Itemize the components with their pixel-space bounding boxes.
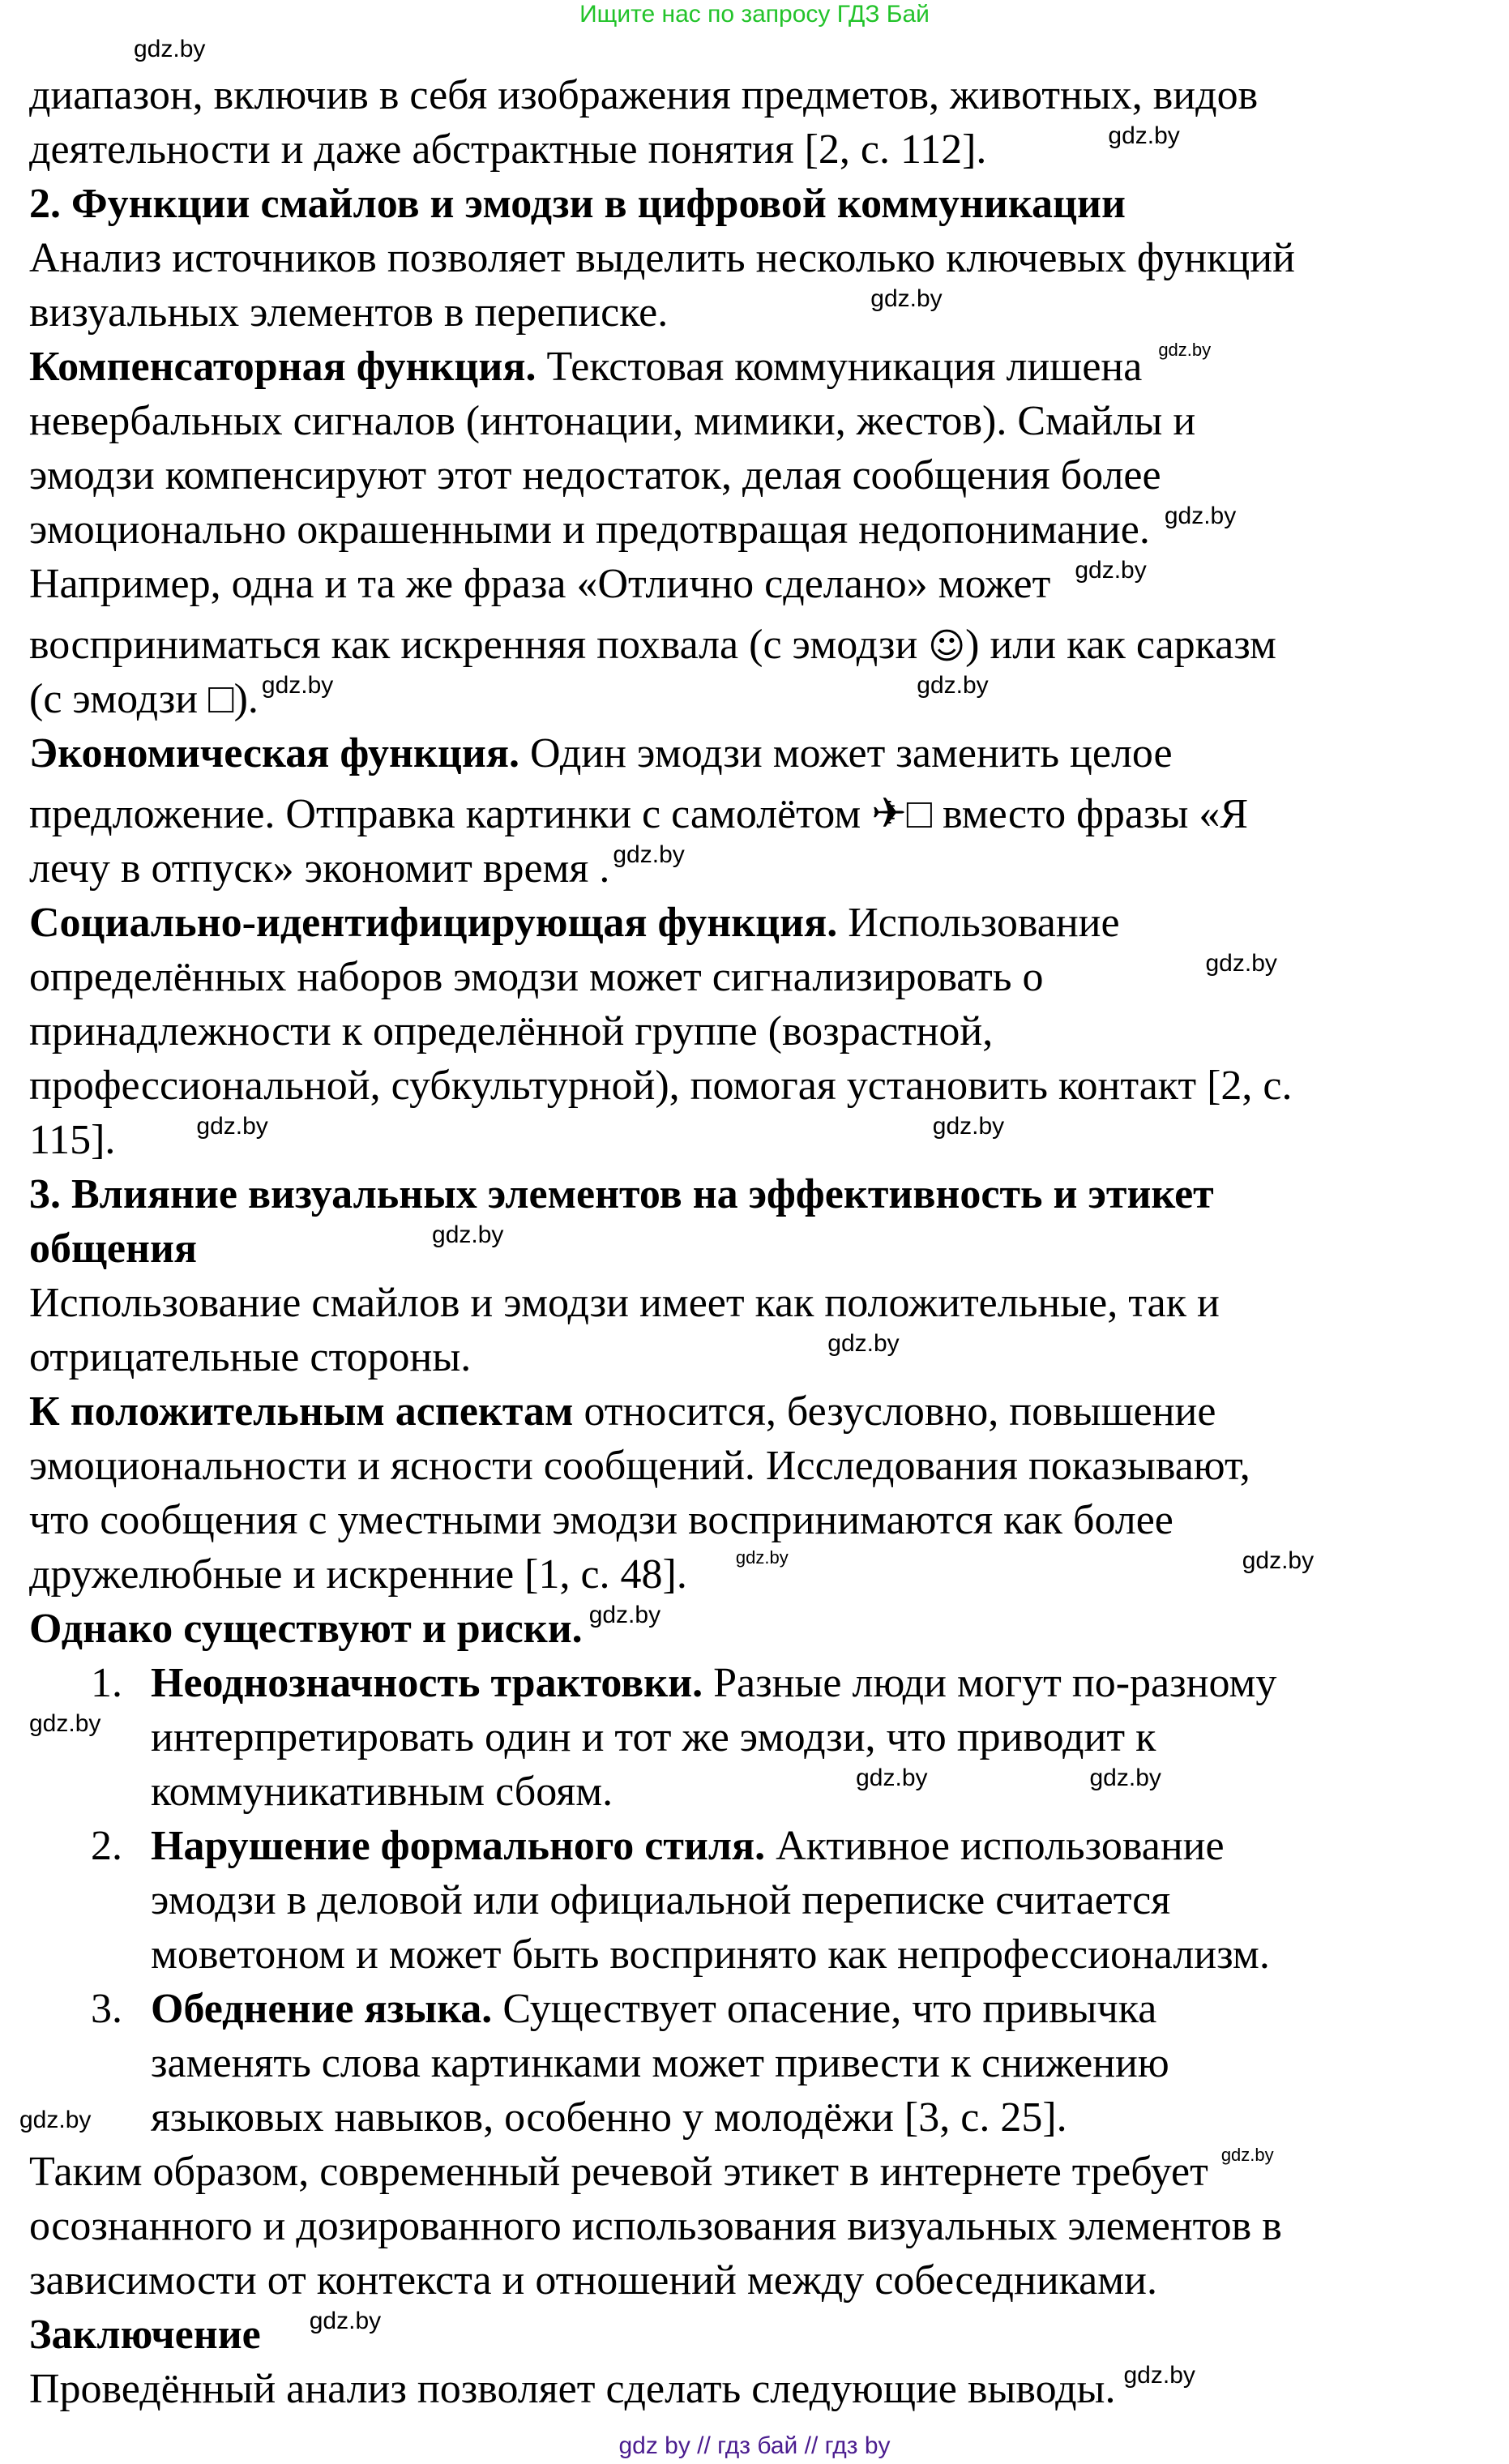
watermark: gdz.by (261, 672, 334, 699)
text: ) или как сарказм (965, 622, 1276, 668)
text: отрицательные стороны. (29, 1334, 472, 1380)
text: Активное использование (765, 1823, 1225, 1869)
watermark: gdz.by (856, 1765, 928, 1791)
watermark: gdz.by (1164, 503, 1237, 529)
text-line: диапазон, включив в себя изображения предметов, животных, видов (29, 72, 1259, 118)
smiley-icon: ☺ (928, 626, 966, 667)
watermark: gdz.by (432, 1221, 504, 1248)
text-line (29, 2145, 1314, 2199)
risks-heading (29, 1602, 1314, 1656)
watermark: gdz.by (735, 1547, 789, 1568)
text: Таким образом, современный речевой этикет в интернете требует (29, 2149, 1208, 2195)
text-line: моветоном и может быть воспринято как непрофессионализм. (151, 1931, 1270, 1978)
watermark: gdz.by (1123, 2362, 1195, 2389)
watermark: gdz.by (19, 2107, 92, 2133)
text-line (29, 122, 1314, 177)
text: вместо фразы «Я (932, 791, 1249, 837)
section-heading-2 (29, 177, 1314, 231)
list-item-title: Нарушение формального стиля. (151, 1823, 766, 1869)
text: Например, одна и та же фраза «Отлично сделано» может (29, 561, 1051, 607)
text-line (29, 896, 1314, 950)
watermark: gdz.by (613, 841, 685, 868)
text: Использование (837, 900, 1120, 946)
text: деятельности и даже абстрактные понятия [2, с. 112]. (29, 126, 987, 173)
list-item (29, 1656, 1314, 1710)
watermark: gdz.by (196, 1113, 268, 1140)
text: определённых наборов эмодзи может сигнализировать о (29, 954, 1044, 1000)
text-line (29, 618, 1314, 672)
text: Существует опасение, что привычка (492, 1986, 1157, 2032)
text: ). (233, 676, 259, 722)
section-heading-3-cont (29, 1221, 1314, 1276)
text-line (29, 726, 1314, 781)
text-line: эмодзи компенсируют этот недостаток, делая сообщения более (29, 452, 1161, 498)
text: восприниматься как искренняя похвала (с эмодзи (29, 622, 929, 668)
text-line (29, 285, 1314, 340)
list-item-title: Неоднозначность трактовки. (151, 1660, 703, 1706)
watermark: gdz.by (309, 2308, 382, 2334)
text-line (29, 841, 1314, 896)
text-line (29, 1710, 1314, 1765)
text-line: профессиональной, субкультурной), помогая установить контакт [2, с. (29, 1063, 1293, 1109)
text-line: эмоциональности и ясности сообщений. Исследования показывают, (29, 1443, 1250, 1489)
text: (с эмодзи (29, 676, 209, 722)
list-item-title: Обеднение языка. (151, 1986, 493, 2032)
watermark: gdz.by (932, 1113, 1005, 1140)
watermark: gdz.by (1108, 122, 1180, 149)
text: относится, безусловно, повышение (573, 1388, 1216, 1435)
document-body (19, 68, 1314, 2416)
text: Один эмодзи может заменить целое (519, 730, 1173, 776)
heading-text: 2. Функции смайлов и эмодзи в цифровой коммуникации (29, 181, 1126, 227)
term-economic: Экономическая функция. (29, 730, 519, 776)
text: эмоционально окрашенными и предотвращая недопонимание. (29, 507, 1150, 553)
text: Проведённый анализ позволяет сделать следующие выводы. (29, 2366, 1116, 2412)
conclusion-heading (29, 2308, 1314, 2362)
text-line: принадлежности к определённой группе (возрастной, (29, 1008, 994, 1054)
text-line (29, 1547, 1314, 1602)
footer-watermark: gdz by // гдз бай // гдз by (618, 2432, 891, 2459)
text-line (29, 787, 1314, 841)
text-line (29, 1765, 1314, 1819)
text-line: что сообщения с уместными эмодзи воспринимаются как более (29, 1497, 1173, 1543)
list-number: 3. (91, 1986, 122, 2032)
watermark: gdz.by (827, 1330, 900, 1357)
list-item (29, 1982, 1314, 2036)
heading-text: 3. Влияние визуальных элементов на эффективность и этикет (29, 1171, 1214, 1217)
list-item (29, 1819, 1314, 1873)
watermark: gdz.by (917, 672, 989, 699)
watermark: gdz.by (1220, 2145, 1274, 2165)
text: 115]. (29, 1117, 116, 1163)
text: интерпретировать один и тот же эмодзи, что приводит к (151, 1714, 1156, 1760)
text-line: зависимости от контекста и отношений между собеседниками. (29, 2257, 1157, 2304)
search-banner: Ищите нас по запросу ГДЗ Бай (579, 1, 930, 28)
term-social: Социально-идентифицирующая функция. (29, 900, 838, 946)
missing-glyph-icon: □ (208, 676, 234, 722)
term-positive: К положительным аспектам (29, 1388, 574, 1435)
text-line (29, 672, 1314, 726)
text-line (19, 2090, 1314, 2145)
text: Текстовая коммуникация лишена (536, 344, 1143, 390)
text: предложение. Отправка картинки с самолётом (29, 791, 872, 837)
heading-text: Заключение (29, 2312, 261, 2358)
list-number: 1. (91, 1660, 122, 1706)
text-line (29, 950, 1314, 1004)
term-compensatory: Компенсаторная функция. (29, 344, 536, 390)
watermark: gdz.by (29, 1710, 101, 1737)
text: Разные люди могут по-разному (703, 1660, 1277, 1706)
heading-text: общения (29, 1226, 198, 1272)
text-line (29, 340, 1314, 394)
watermark: gdz.by (1075, 557, 1147, 584)
text-line: осознанного и дозированного использования визуальных элементов в (29, 2203, 1282, 2249)
text-line: Анализ источников позволяет выделить несколько ключевых функций (29, 235, 1295, 281)
text-line (29, 557, 1314, 611)
watermark: gdz.by (1205, 950, 1277, 977)
text-line (29, 2362, 1314, 2416)
watermark: gdz.by (588, 1602, 661, 1628)
risks-list (19, 1656, 1314, 2145)
heading-text: Однако существуют и риски. (29, 1606, 583, 1652)
watermark: gdz.by (870, 285, 943, 312)
text-line: невербальных сигналов (интонации, мимики, жестов). Смайлы и (29, 398, 1196, 444)
text-line (29, 1113, 1314, 1167)
airplane-icon: ✈□ (871, 791, 933, 837)
watermark: gdz.by (134, 36, 206, 62)
text-line (29, 1384, 1314, 1439)
list-number: 2. (91, 1823, 122, 1869)
text: визуальных элементов в переписке. (29, 289, 669, 336)
watermark: gdz.by (1158, 340, 1212, 360)
text: лечу в отпуск» экономит время . (29, 845, 610, 892)
text: языковых навыков, особенно у молодёжи [3, с. 25]. (151, 2094, 1067, 2141)
text-line: Использование смайлов и эмодзи имеет как положительные, так и (29, 1280, 1220, 1326)
text-line (29, 503, 1314, 557)
text-line: эмодзи в деловой или официальной переписке считается (151, 1877, 1171, 1923)
text: дружелюбные и искренние [1, с. 48]. (29, 1551, 687, 1598)
text-line (29, 1330, 1314, 1384)
watermark: gdz.by (1089, 1765, 1161, 1791)
text-line: заменять слова картинками может привести к снижению (151, 2040, 1169, 2086)
section-heading-3 (29, 1167, 1314, 1221)
text: коммуникативным сбоям. (151, 1769, 613, 1815)
watermark: gdz.by (1242, 1547, 1314, 1574)
